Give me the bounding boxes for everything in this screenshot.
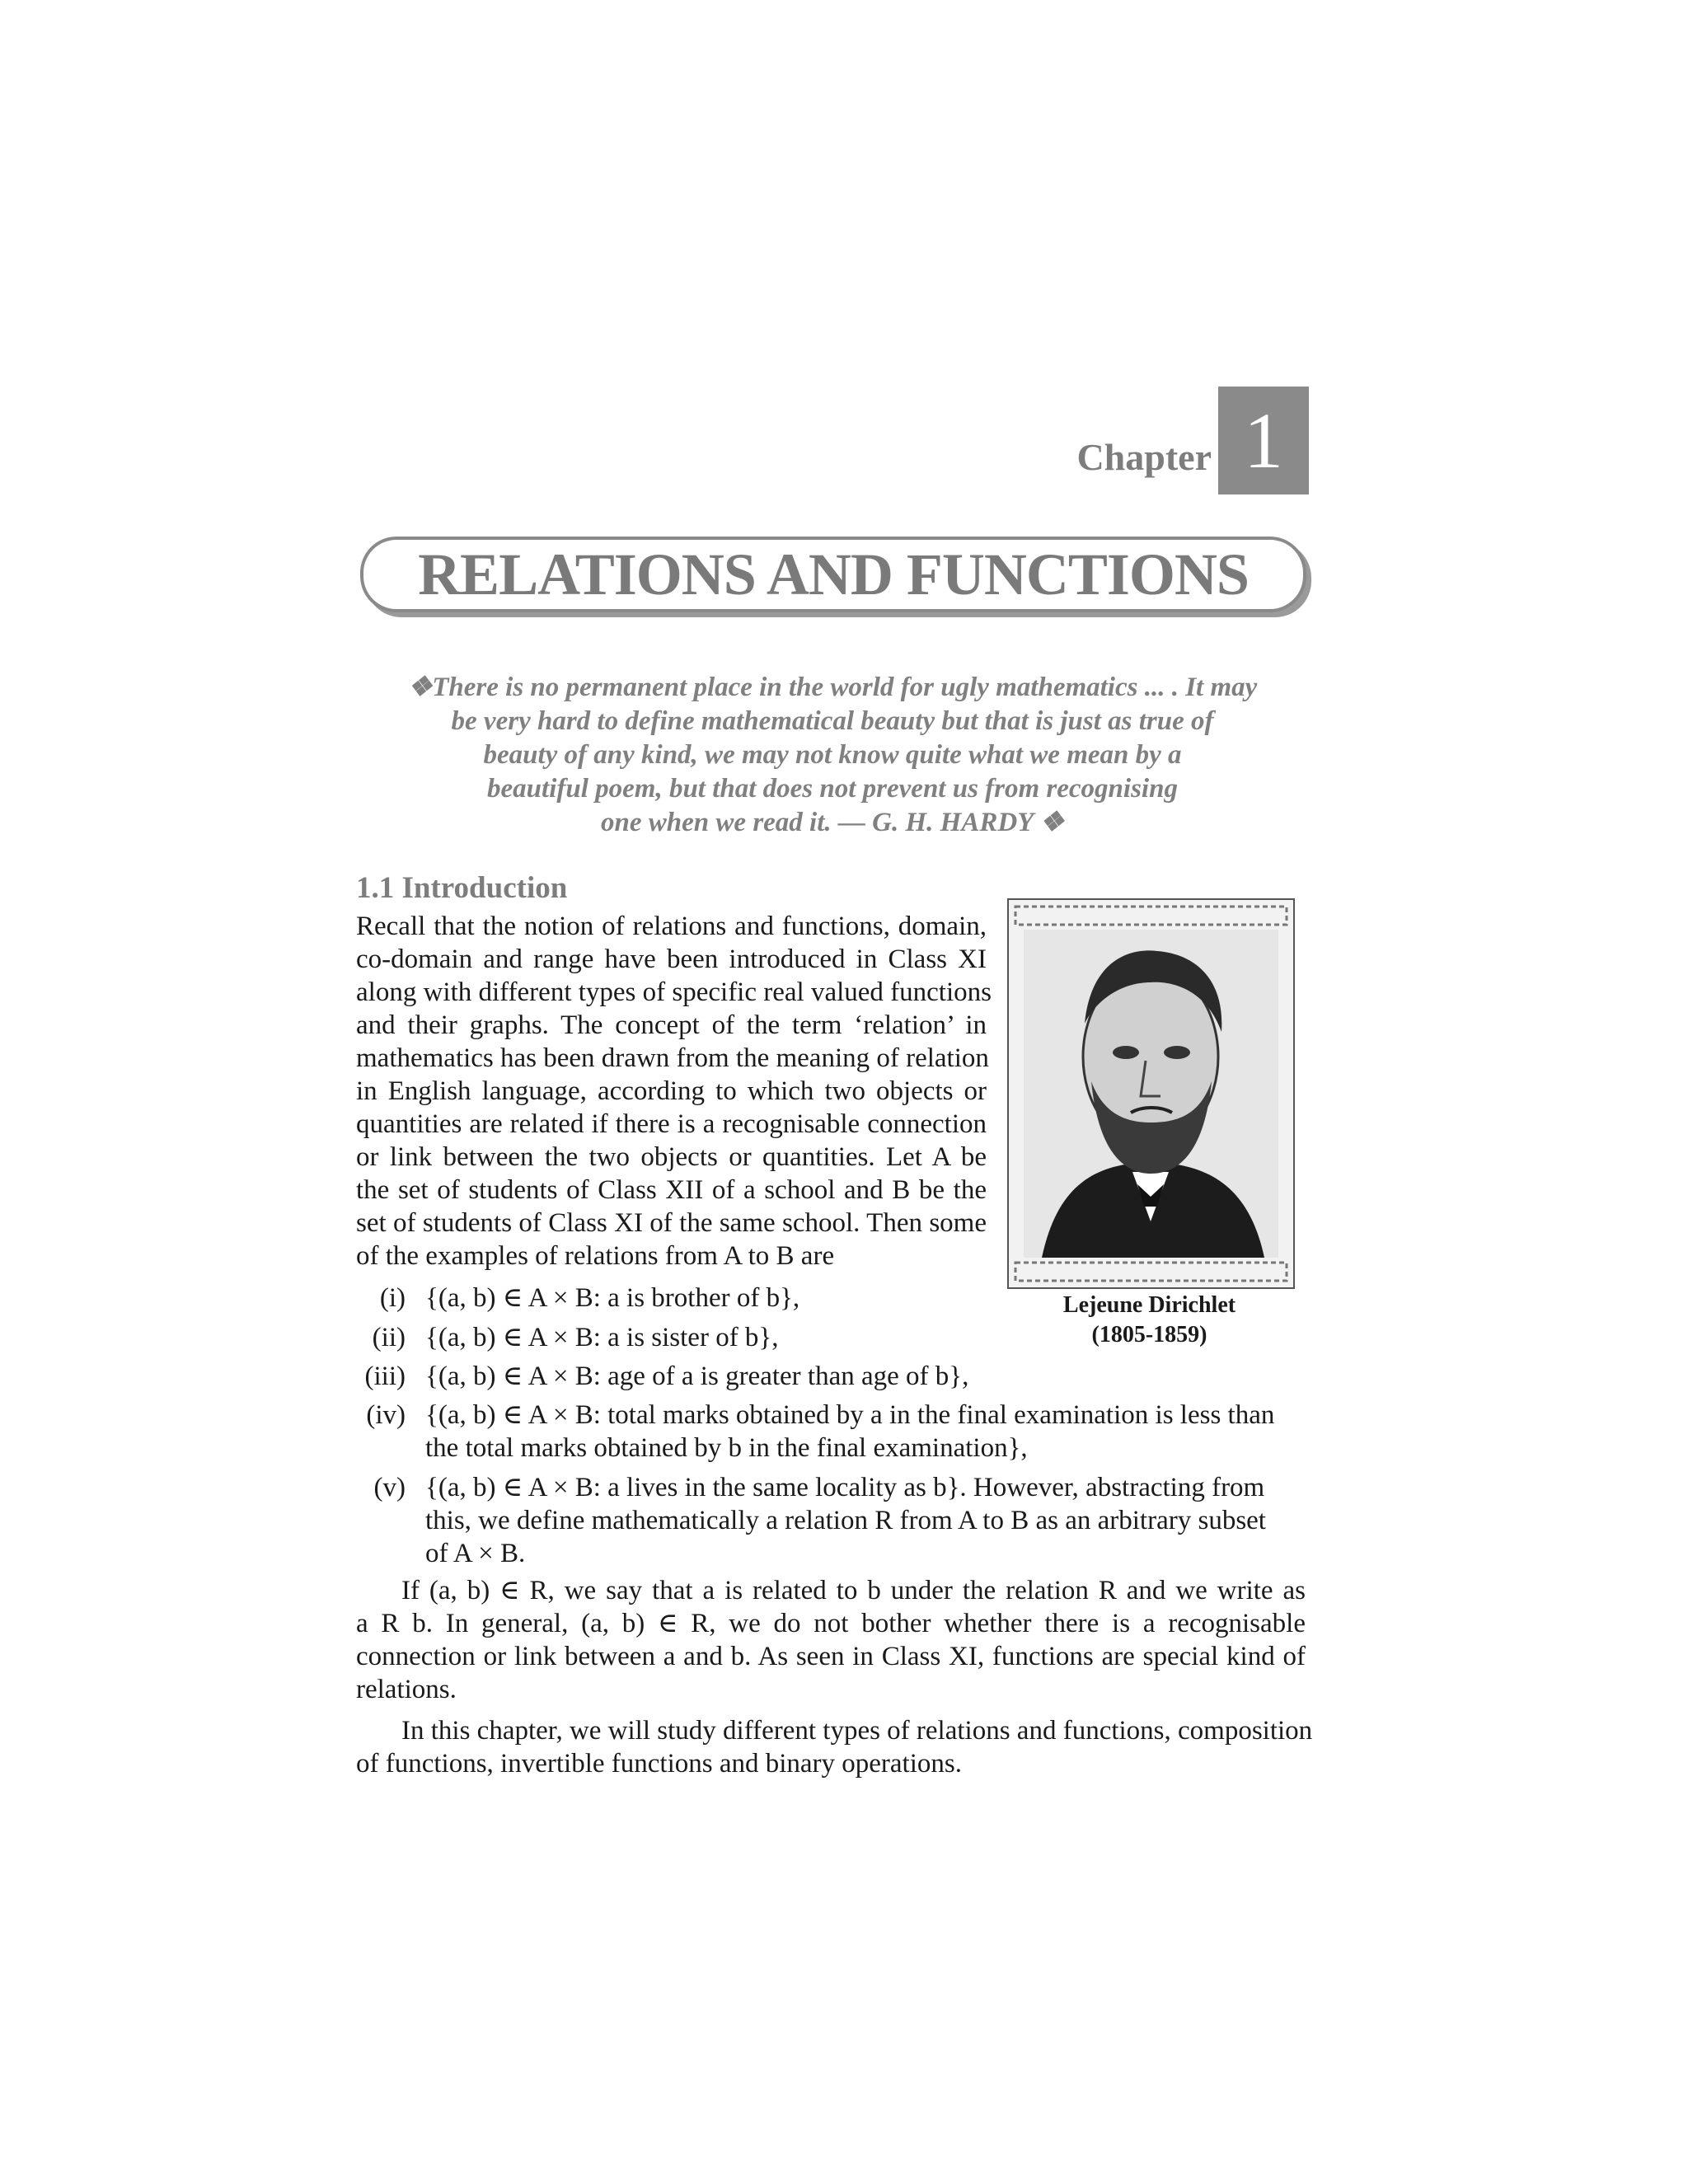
chapter-title: RELATIONS AND FUNCTIONS — [418, 541, 1249, 607]
text-line: quantities are related if there is a recognisable connection — [356, 1109, 987, 1139]
chapter-number: 1 — [1218, 387, 1309, 494]
list-item — [356, 1282, 1306, 1315]
list-number: (ii) — [372, 1323, 406, 1352]
list-text: {(a, b) ∈ A × B: a is sister of b}, — [425, 1323, 779, 1352]
epigraph-line: one when we read it. — G. H. HARDY ❖ — [601, 808, 1064, 837]
portrait-image — [1009, 900, 1293, 1287]
text-line: a R b. In general, (a, b) ∈ R, we do not bother whether there is a recognisable — [356, 1609, 1306, 1638]
list-number: (iv) — [366, 1400, 406, 1430]
list-number: (v) — [373, 1473, 406, 1502]
list-text: the total marks obtained by b in the final examination}, — [425, 1433, 1028, 1463]
caption-years: (1805-1859) — [1091, 1322, 1207, 1347]
text-line: in English language, according to which two objects or — [356, 1076, 987, 1106]
text-line: of the examples of relations from A to B are — [356, 1241, 835, 1271]
text-line: the set of students of Class XII of a school and B be the — [356, 1175, 987, 1205]
list-text: {(a, b) ∈ A × B: a lives in the same locality as b}. However, abstracting from — [425, 1473, 1265, 1502]
list-text: {(a, b) ∈ A × B: a is brother of b}, — [425, 1283, 800, 1313]
text-line: connection or link between a and b. As seen in Class XI, functions are special kind of — [356, 1642, 1306, 1671]
list-item — [356, 1321, 1306, 1354]
epigraph-line: beauty of any kind, we may not know quite what we mean by a — [483, 740, 1182, 770]
text-line: Recall that the notion of relations and functions, domain, — [356, 912, 987, 941]
list-number: (i) — [379, 1283, 406, 1313]
list-text: this, we define mathematically a relation R from A to B as an arbitrary subset — [425, 1506, 1266, 1535]
list-number: (iii) — [364, 1361, 406, 1391]
intro-paragraph — [356, 910, 992, 1272]
caption-name: Lejeune Dirichlet — [1062, 1292, 1236, 1318]
text-line: and their graphs. The concept of the term ‘relation’ in — [356, 1010, 987, 1040]
epigraph-line: be very hard to define mathematical beauty but that is just as true of — [451, 706, 1214, 736]
text-line: of functions, invertible functions and binary operations. — [356, 1749, 962, 1779]
dirichlet-portrait — [1007, 898, 1295, 1289]
text-line: or link between the two objects or quantities. Let A be — [356, 1142, 987, 1172]
list-item — [356, 1471, 1306, 1570]
list-item — [356, 1360, 1306, 1393]
text-line: along with different types of specific real valued functions — [356, 977, 992, 1007]
chapter-label: Chapter — [1076, 436, 1212, 478]
text-line: mathematics has been drawn from the meaning of relation — [356, 1043, 989, 1073]
paragraph — [356, 1574, 1306, 1706]
epigraph-line: beautiful poem, but that does not prevent us from recognising — [487, 774, 1178, 804]
epigraph-line: ❖There is no permanent place in the world for ugly mathematics ... . It may — [407, 673, 1258, 702]
paragraph — [356, 1714, 1313, 1780]
chapter-title-box — [360, 537, 1306, 612]
text-line: If (a, b) ∈ R, we say that a is related to b under the relation R and we write as — [401, 1576, 1306, 1605]
text-line: co-domain and range have been introduced in Class XI — [356, 944, 987, 974]
text-line: set of students of Class XI of the same school. Then some — [356, 1208, 987, 1238]
list-text: of A × B. — [425, 1539, 526, 1568]
text-line: relations. — [356, 1675, 457, 1704]
list-text: {(a, b) ∈ A × B: total marks obtained by a in the final examination is less than — [425, 1400, 1275, 1430]
list-item — [356, 1399, 1306, 1465]
section-heading: 1.1 Introduction — [356, 871, 568, 905]
text-line: In this chapter, we will study different types of relations and functions, composition — [401, 1716, 1313, 1746]
list-text: {(a, b) ∈ A × B: age of a is greater than age of b}, — [425, 1361, 969, 1391]
epigraph-quote — [363, 671, 1302, 840]
